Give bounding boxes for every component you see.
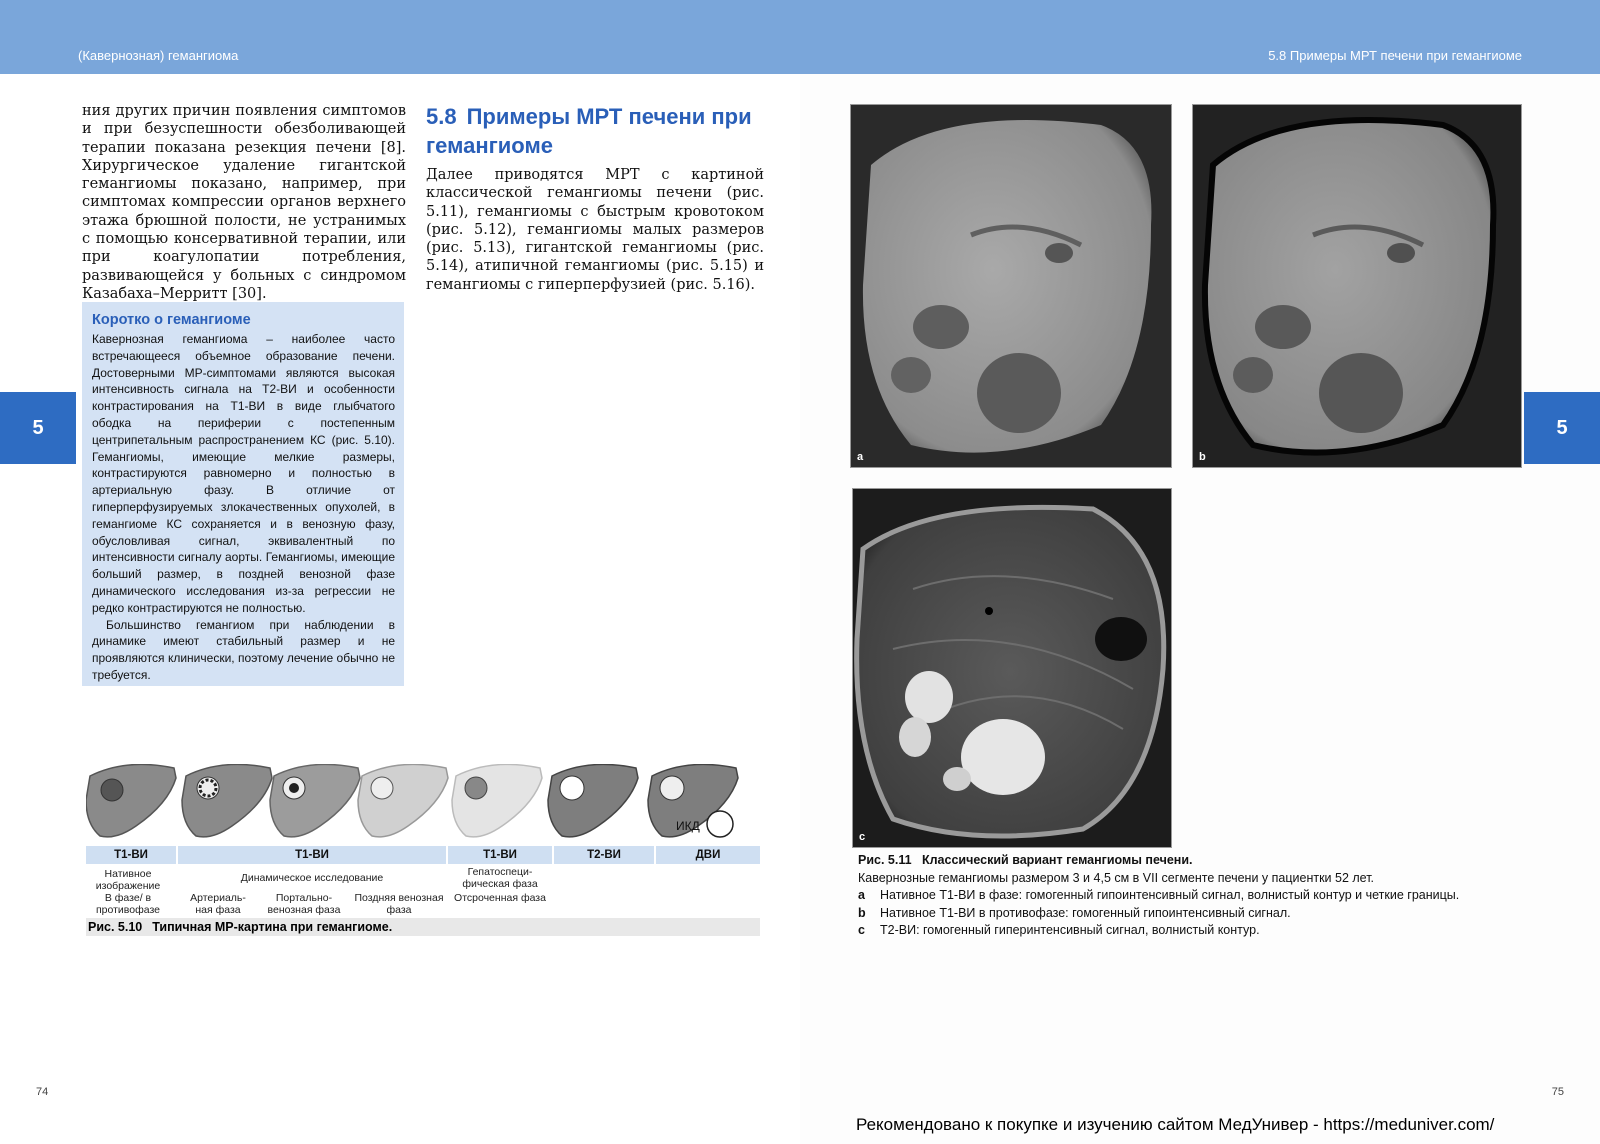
caption-key-c: c: [858, 923, 865, 937]
image-label-c: c: [859, 831, 866, 843]
figure-label: Рис. 5.10: [88, 920, 143, 934]
watermark-text: Рекомендовано к покупке и изучению сайтом МедУнивер - https://meduniver.com/: [856, 1115, 1495, 1134]
liver-t1-native-icon: [86, 764, 176, 836]
right-page: [800, 0, 1600, 1144]
caption-native: Нативное изображение: [95, 868, 161, 892]
liver-arterial-icon: [182, 764, 272, 836]
running-header-text: (Кавернозная) гемангиома: [78, 48, 239, 63]
caption-delayed: Отсроченная фаза: [454, 892, 546, 904]
section-title: Примеры МРТ печени при гемангиоме: [426, 104, 752, 158]
caption-key-b: b: [858, 905, 866, 920]
figure-label: Рис. 5.11: [858, 853, 912, 867]
running-header-left: [0, 0, 800, 74]
section-heading: [426, 102, 766, 160]
mri-image-b: [1192, 104, 1522, 468]
image-label-a: a: [857, 451, 864, 463]
caption-native-phase: В фазе/ в противофазе: [95, 892, 160, 916]
section-paragraph: Далее приводятся МРТ с картиной классической гемангиомы печени (рис. 5.11), гемангиомы с быстрым кровотоком (рис. 5.12), гемангиомы малых размеров (рис. 5.13), гигантской гемангиомы (рис. 5.14), атипичной гемангиомы (рис. 5.15) и гемангиомы с гиперперфузией (рис. 5.16).: [426, 167, 764, 293]
caption-text-c: Т2-ВИ: гомогенный гиперинтенсивный сигнал, волнистый контур.: [880, 923, 1260, 937]
summary-box-title: Коротко о гемангиоме: [92, 312, 251, 328]
liver-portal-icon: [270, 764, 360, 836]
column-header-t1-hepato: Т1-ВИ: [448, 846, 552, 864]
column-header-dwi: ДВИ: [656, 846, 760, 864]
running-header-text: 5.8 Примеры МРТ печени при гемангиоме: [1268, 48, 1522, 63]
figure-title-line: [858, 852, 1558, 870]
liver-hepatospecific-icon: [452, 764, 542, 836]
caption-hepatospecific: Гепатоспеци- фическая фаза: [462, 866, 538, 890]
figure-caption-text: Типичная МР-картина при гемангиоме.: [152, 920, 393, 934]
summary-paragraph-2: Большинство гемангиом при наблюдении в динамике имеют стабильный размер и не проявляются клинически, поэтому лечение обычно не требуется.: [92, 617, 395, 682]
figure-5-10-caption: [86, 918, 760, 936]
caption-late: Поздняя венозная фаза: [354, 892, 444, 916]
chapter-tab-left: 5: [0, 392, 76, 464]
running-header-right: [800, 0, 1600, 74]
summary-box: [82, 302, 404, 686]
column-header-t1-dynamic: Т1-ВИ: [178, 846, 446, 864]
caption-item-b: [858, 905, 1558, 923]
body-paragraph: ния других причин появления симптомов и при безуспешности обезболивающей терапии показана резекция печени [8]. Хирургическое удаление гигантской гемангиомы показано, например, при симптомах компрессии органов верхнего этажа брюшной полости, не устранимых с помощью консервативной терапии, или при коагулопатии потребления, развивающейся у больных с синдромом Казабаха–Мерритт [30].: [82, 103, 406, 302]
mri-image-c: [852, 488, 1172, 848]
figure-description: Кавернозные гемангиомы размером 3 и 4,5 см в VII сегменте печени у пациентки 52 лет.: [858, 870, 1375, 885]
column-header-t1-native: Т1-ВИ: [86, 846, 176, 864]
caption-item-c: [858, 922, 1558, 940]
section-number: 5.8: [426, 104, 457, 129]
caption-key-a: a: [858, 888, 865, 902]
chapter-tab-right: 5: [1524, 392, 1600, 464]
liver-diagram-row: [86, 764, 760, 846]
page-number-left: 74: [36, 1086, 49, 1098]
figure-5-11-caption: [858, 852, 1558, 940]
caption-portal: Портально- венозная фаза: [267, 892, 341, 916]
caption-item-a: [858, 887, 1558, 905]
caption-dynamic: Динамическое исследование: [240, 872, 384, 884]
page-number-right: 75: [1551, 1086, 1564, 1098]
dwi-adc-label: ИКД: [676, 819, 700, 833]
caption-text-b: Нативное Т1-ВИ в противофазе: гомогенный гипоинтенсивный сигнал.: [880, 905, 1291, 920]
column-header-t2: Т2-ВИ: [554, 846, 654, 864]
figure-5-10: [86, 764, 760, 938]
image-label-b: b: [1199, 451, 1206, 463]
caption-arterial: Артериаль- ная фаза: [190, 892, 246, 916]
figure-title: Классический вариант гемангиомы печени.: [921, 853, 1193, 867]
summary-paragraph-1: Кавернозная гемангиома – наиболее часто встречающееся объемное образование печени. Достоверными МР-симптомами являются высокая интенсивность сигнала на Т2-ВИ и особенности контрастирования на Т1-ВИ в виде глыбчатого ободка на периферии с постепенным центрипетальным распространением КС (рис. 5.10). Гемангиомы, имеющие мелкие размеры, контрастируются равномерно и полностью в артериальную фазу. В отличие от гиперперфузируемых злокачественных опухолей, в гемангиоме КС сохраняется и в венозную фазу, обусловливая сигнал, эквивалентный по интенсивности сигналу аорты. Гемангиомы, имеющие больший размер, в поздней венозной фазе динамического исследования из-за регрессии не редко контрастируются не полностью.: [92, 332, 395, 615]
caption-text-a: Нативное Т1-ВИ в фазе: гомогенный гипоинтенсивный сигнал, волнистый контур и четкие границы.: [880, 888, 1460, 902]
liver-late-venous-icon: [358, 764, 448, 836]
mri-image-a: [850, 104, 1172, 468]
liver-t2-icon: [548, 764, 638, 836]
